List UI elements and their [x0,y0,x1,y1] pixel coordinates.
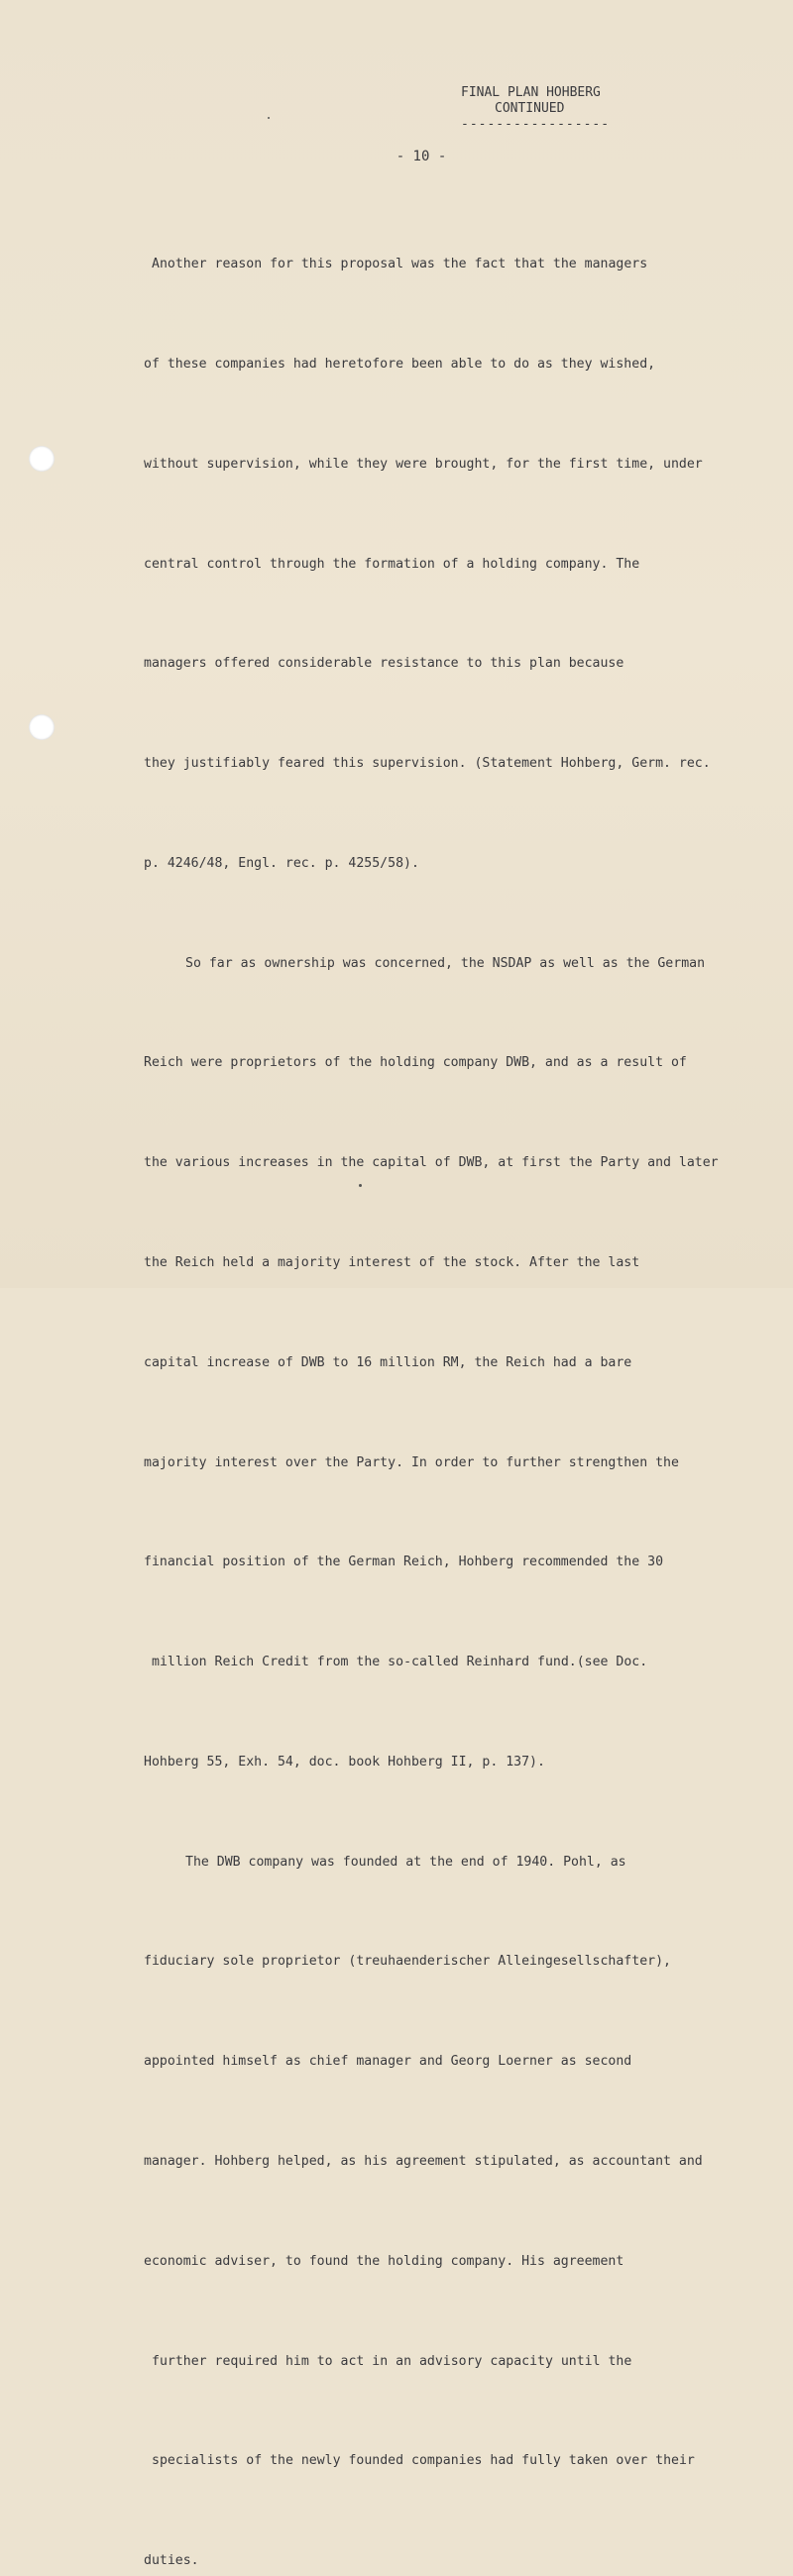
text-line: The DWB company was founded at the end of 1940. Pohl, as [185,1854,626,1870]
text-line: capital increase of DWB to 16 million RM, the Reich had a bare [144,1354,632,1370]
text-line: manager. Hohberg helped, as his agreement stipulated, as accountant and [144,2154,703,2170]
text-line: Another reason for this proposal was the fact that the managers [152,257,648,272]
text-line: the various increases in the capital of DWB, at first the Party and later [144,1155,719,1171]
text-line: further required him to act in an advisory capacity until the [152,2353,632,2369]
header-title: FINAL PLAN HOHBERG [461,85,601,100]
text-line: economic adviser, to found the holding company. His agreement [144,2253,624,2269]
text-line: without supervision, while they were brought, for the first time, under [144,456,703,472]
text-line: majority interest over the Party. In order to further strengthen the [144,1454,679,1470]
text-line: p. 4246/48, Engl. rec. p. 4255/58). [144,855,419,871]
text-line: they justifiably feared this supervision. (Statement Hohberg, Germ. rec. [144,756,711,772]
header-underline: ----------------- [461,117,611,132]
paper-speck [268,117,270,119]
punch-hole [29,714,55,740]
body-text [144,181,758,2576]
page-number: - 10 - [396,149,447,164]
text-line: financial position of the German Reich, Hohberg recommended the 30 [144,1555,664,1570]
text-line: Reich were proprietors of the holding company DWB, and as a result of [144,1055,687,1071]
text-line: million Reich Credit from the so-called Reinhard fund.(see Doc. [152,1655,648,1670]
text-line: specialists of the newly founded companies had fully taken over their [152,2453,695,2469]
paper-speck [359,1184,362,1187]
text-line: central control through the formation of a holding company. The [144,556,640,572]
text-line: managers offered considerable resistance to this plan because [144,656,624,672]
punch-hole [29,446,55,472]
text-line: of these companies had heretofore been able to do as they wished, [144,356,656,372]
text-line: the Reich held a majority interest of the stock. After the last [144,1255,640,1270]
document-header [461,85,629,133]
text-line: Hohberg 55, Exh. 54, doc. book Hohberg II, p. 137). [144,1754,545,1770]
header-subtitle: CONTINUED [495,101,565,116]
text-line: So far as ownership was concerned, the NSDAP as well as the German [185,955,706,971]
text-line: appointed himself as chief manager and Georg Loerner as second [144,2054,632,2070]
text-line: fiduciary sole proprietor (treuhaenderischer Alleingesellschafter), [144,1954,671,1970]
text-line: duties. [144,2553,199,2569]
